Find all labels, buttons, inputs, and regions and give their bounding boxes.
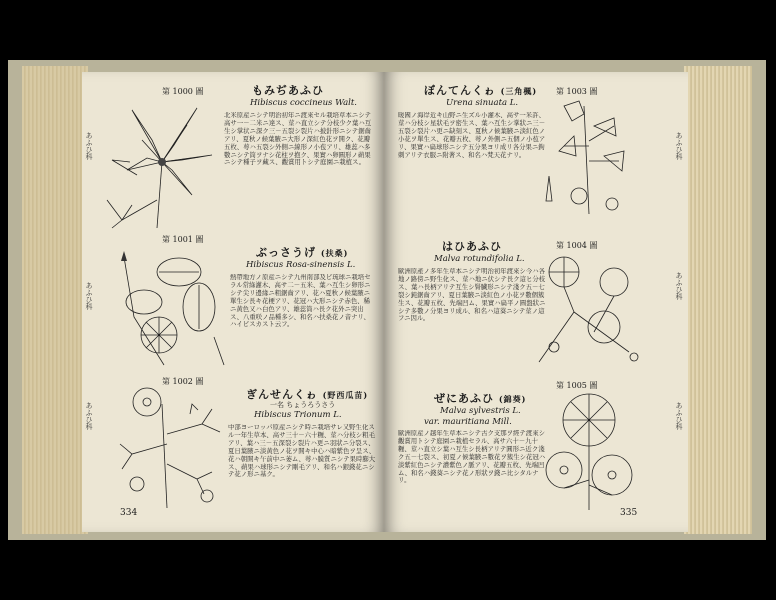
family-side-label: あふひ科 bbox=[85, 132, 93, 160]
family-side-label: あふひ科 bbox=[85, 402, 93, 430]
description-text: 北米原産ニシテ明治初年ニ渡來セル栽培草本ニシテ高サ一－二米ニ達ス、莖ハ直立シテ分枝少ク葉ハ互生シ掌状ニ深ク三－五裂シ裂片ハ披針形ニシテ鋸齒アリ、夏秋ノ候葉腋ニ大形ノ深紅色花ヲ開ク、花瓣五枚、萼ハ五裂シ外側ニ線形ノ小苞アリ、雄蕊ハ多數ニシテ筒ヲナシ花柱ヲ抱ク、果實ハ卵圓形ノ蒴果ニシテ種子ヲ藏ス、觀賞用トシテ庭園ニ栽植ス。 bbox=[224, 112, 372, 167]
latin-name: Malva rotundifolia L. bbox=[434, 254, 525, 264]
plant-name: ぶっさうげ (扶桑) bbox=[256, 246, 349, 259]
figure-number: 第 1002 圖 bbox=[162, 377, 204, 386]
figure-number: 第 1001 圖 bbox=[162, 235, 204, 244]
description-text: 暖國ノ海岸近キ山野ニ生ズル小灌木、高サ一米許、莖ハ分枝シ星狀毛ヲ密生ス、葉ハ互生シ掌狀ニ三－五裂シ裂片ハ更ニ缺刻ス、夏秋ノ候葉腋ニ淡紅色ノ小花ヲ單生ス、花瓣五枚、萼ノ外側ニ五個ノ小苞アリ、果實ハ扁球形ニシテ五分果ヨリ成リ各分果ニ鉤刺アリテ衣服ニ附著ス、和名ハ梵天花ナリ。 bbox=[398, 112, 546, 159]
urena-sinuata-illustration bbox=[534, 96, 644, 221]
plant-name: ぼんてんくゎ (三角楓) bbox=[424, 84, 538, 97]
page-edges-right bbox=[684, 66, 752, 534]
family-side-label: あふひ科 bbox=[675, 132, 683, 160]
plant-name: ぜにあふひ (錦葵) bbox=[434, 392, 527, 405]
figure-number: 第 1003 圖 bbox=[556, 87, 598, 96]
hibiscus-rosa-sinensis-illustration bbox=[104, 247, 229, 367]
malva-rotundifolia-illustration bbox=[534, 252, 644, 372]
plant-name: もみぢあふひ bbox=[252, 84, 324, 97]
malva-sylvestris-illustration bbox=[534, 390, 644, 515]
right-page bbox=[384, 72, 688, 532]
latin-name: Hibiscus coccineus Walt. bbox=[250, 98, 358, 108]
family-side-label: あふひ科 bbox=[85, 282, 93, 310]
family-side-label: あふひ科 bbox=[675, 272, 683, 300]
chinese-name: (錦葵) bbox=[498, 394, 527, 404]
family-side-label: あふひ科 bbox=[675, 402, 683, 430]
latin-name: Hibiscus Trionum L. bbox=[254, 410, 342, 420]
hibiscus-trionum-illustration bbox=[112, 384, 224, 509]
description-text: 歐洲原産ノ越年生草本ニシテ古ク支那ヲ經テ渡來シ觀賞用トシテ庭園ニ栽植セラル、高サ六十－九十糎、莖ハ直立シ葉ハ互生シ長柄アリテ圓形ニ近ク淺ク五－七裂ス、初夏ノ候葉腋ニ數花ヲ簇生シ花冠ハ淡紫紅色ニシテ濃紫色ノ脈アリ、花瓣五枚、先端凹ム、和名ハ錢葵ニシテ花ノ形狀ヲ錢ニ比シタルナリ。 bbox=[398, 430, 546, 485]
latin-name: Urena sinuata L. bbox=[446, 98, 519, 108]
figure-number: 第 1000 圖 bbox=[162, 87, 204, 96]
hibiscus-coccineus-illustration bbox=[102, 100, 220, 230]
description-text: 熱帶地方ノ原産ニシテ九州南部及ビ琉球ニ栽培セラル常綠灌木、高サ二－五米、葉ハ互生シ卵形ニシテ尖リ邊緣ニ粗鋸齒アリ、花ハ夏秋ノ候葉腋ニ單生シ長キ花梗アリ、花冠ハ大形ニシテ赤色、稀ニ黃色又ハ白色アリ、雄蕊筒ハ長ク花外ニ突出ス、八重咲ノ品種多シ、和名ハ扶桑花ノ音ナリ、ハイビスカスト云フ。 bbox=[230, 274, 371, 329]
plant-name: はひあふひ bbox=[442, 240, 502, 253]
latin-variety: var. mauritiana Mill. bbox=[424, 417, 512, 427]
description-text: 中部ヨーロッパ原産ニシテ時ニ栽培サレ又野生化スル一年生草本、高サ三十－六十糎、莖ハ分枝シ粗毛アリ、葉ハ三－五深裂シ裂片ハ更ニ羽狀ニ分裂ス、夏日葉腋ニ淡黃色ノ花ヲ開キ中心ハ暗紫色ヲ呈ス、花ハ朝開キ午前中ニ萎ム、萼ハ膜質ニシテ果時膨大ス、蒴果ハ球形ニシテ剛毛アリ、和名ハ銀錢花ニシテ花ノ形ニ基ク。 bbox=[228, 424, 376, 479]
latin-name: Malva sylvestris L. bbox=[440, 406, 521, 416]
page-edges-left bbox=[22, 66, 88, 534]
chinese-name: (野西瓜苗) bbox=[322, 390, 369, 400]
open-book bbox=[8, 60, 766, 540]
description-text: 歐洲原產ノ多年生草本ニシテ明治初年渡來シ今ハ各地ノ路傍ニ野生化ス、莖ハ地ニ伏シテ長ク這ヒ分枝ス、葉ハ長柄アリテ互生シ腎臓形ニシテ淺ク五－七裂シ鈍鋸齒アリ、夏日葉腋ニ淡紅色ノ小花ヲ數個簇生ス、花瓣五枚、先端凹ム、果實ハ扁平ノ圓盤狀ニシテ多數ノ分果ヨリ成ル、和名ハ這葵ニシテ莖ノ這フニ因ル。 bbox=[398, 268, 546, 323]
chinese-name: (扶桑) bbox=[320, 248, 349, 258]
figure-number: 第 1005 圖 bbox=[556, 381, 598, 390]
figure-number: 第 1004 圖 bbox=[556, 241, 598, 250]
chinese-name: (三角楓) bbox=[500, 86, 538, 96]
latin-name: Hibiscus Rosa-sinensis L. bbox=[246, 260, 356, 270]
page-number: 335 bbox=[620, 508, 638, 518]
plant-name: ぎんせんくゎ (野西瓜苗) bbox=[246, 388, 369, 401]
alternate-name: 一名 ちょうろうさう bbox=[270, 401, 336, 409]
left-page bbox=[82, 72, 384, 532]
page-number: 334 bbox=[120, 508, 138, 518]
